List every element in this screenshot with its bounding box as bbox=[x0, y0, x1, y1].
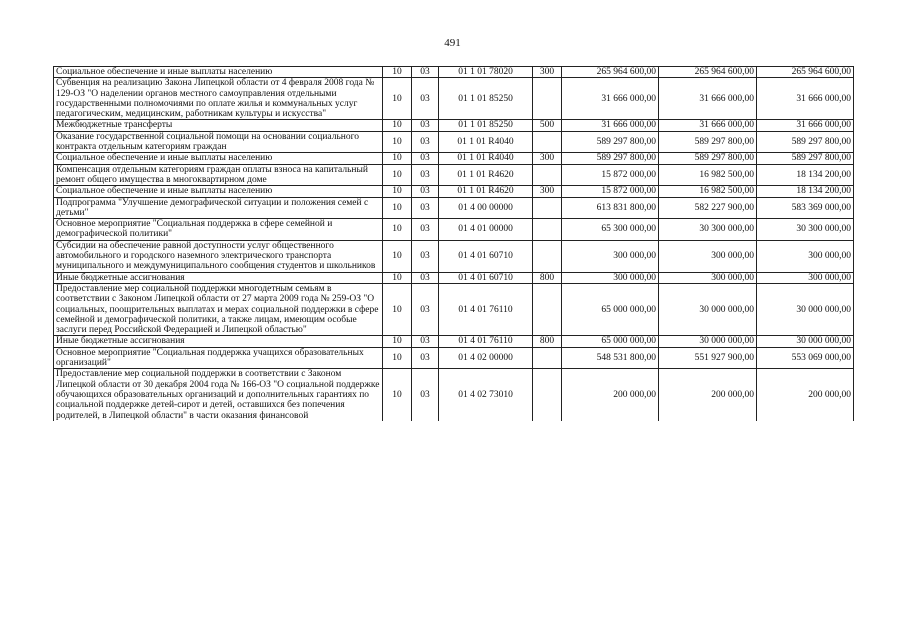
expense-type-cell bbox=[533, 369, 562, 421]
row-name-cell: Социальное обеспечение и иные выплаты населению bbox=[54, 67, 383, 78]
amount-year3-cell: 589 297 800,00 bbox=[757, 153, 854, 164]
amount-year3-cell: 31 666 000,00 bbox=[757, 78, 854, 120]
section-cell: 10 bbox=[383, 369, 412, 421]
target-code-cell: 01 1 01 85250 bbox=[439, 120, 533, 131]
amount-year1-cell: 589 297 800,00 bbox=[562, 131, 659, 153]
amount-year1-cell: 31 666 000,00 bbox=[562, 78, 659, 120]
amount-year1-cell: 589 297 800,00 bbox=[562, 153, 659, 164]
subsection-cell: 03 bbox=[412, 369, 439, 421]
expense-type-cell bbox=[533, 283, 562, 335]
row-name-cell: Предоставление мер социальной поддержки многодетным семьям в соответствии с Законом Липецкой области от 27 марта 2009 года № 259-ОЗ "О социальных, поощрительных выплатах и мерах социальной поддержки в сфере семейной и демографической политики, а также лицам, имеющим особые заслуги перед Российской Федерацией и Липецкой областью" bbox=[54, 283, 383, 335]
target-code-cell: 01 1 01 R4620 bbox=[439, 164, 533, 186]
expense-type-cell bbox=[533, 197, 562, 219]
table-row bbox=[54, 283, 854, 335]
section-cell: 10 bbox=[383, 336, 412, 347]
expense-type-cell: 300 bbox=[533, 67, 562, 78]
expense-type-cell bbox=[533, 78, 562, 120]
row-name-cell: Основное мероприятие "Социальная поддержка в сфере семейной и демографической политики" bbox=[54, 219, 383, 241]
subsection-cell: 03 bbox=[412, 336, 439, 347]
expense-type-cell bbox=[533, 240, 562, 272]
amount-year2-cell: 589 297 800,00 bbox=[659, 153, 757, 164]
amount-year3-cell: 200 000,00 bbox=[757, 369, 854, 421]
amount-year3-cell: 31 666 000,00 bbox=[757, 120, 854, 131]
amount-year1-cell: 65 000 000,00 bbox=[562, 283, 659, 335]
expense-type-cell bbox=[533, 219, 562, 241]
amount-year2-cell: 582 227 900,00 bbox=[659, 197, 757, 219]
table-body bbox=[54, 67, 854, 421]
budget-table bbox=[53, 66, 854, 421]
subsection-cell: 03 bbox=[412, 197, 439, 219]
section-cell: 10 bbox=[383, 240, 412, 272]
amount-year3-cell: 30 000 000,00 bbox=[757, 283, 854, 335]
amount-year3-cell: 589 297 800,00 bbox=[757, 131, 854, 153]
amount-year3-cell: 300 000,00 bbox=[757, 240, 854, 272]
amount-year3-cell: 300 000,00 bbox=[757, 272, 854, 283]
target-code-cell: 01 4 01 60710 bbox=[439, 240, 533, 272]
table-row bbox=[54, 336, 854, 347]
target-code-cell: 01 1 01 R4620 bbox=[439, 186, 533, 197]
subsection-cell: 03 bbox=[412, 120, 439, 131]
section-cell: 10 bbox=[383, 347, 412, 369]
expense-type-cell: 300 bbox=[533, 153, 562, 164]
amount-year2-cell: 30 300 000,00 bbox=[659, 219, 757, 241]
section-cell: 10 bbox=[383, 186, 412, 197]
table-row bbox=[54, 120, 854, 131]
amount-year2-cell: 265 964 600,00 bbox=[659, 67, 757, 78]
row-name-cell: Межбюджетные трансферты bbox=[54, 120, 383, 131]
table-row bbox=[54, 369, 854, 421]
row-name-cell: Социальное обеспечение и иные выплаты населению bbox=[54, 153, 383, 164]
amount-year2-cell: 300 000,00 bbox=[659, 240, 757, 272]
amount-year1-cell: 65 300 000,00 bbox=[562, 219, 659, 241]
row-name-cell: Иные бюджетные ассигнования bbox=[54, 272, 383, 283]
subsection-cell: 03 bbox=[412, 78, 439, 120]
page-number: 491 bbox=[444, 37, 461, 49]
amount-year3-cell: 265 964 600,00 bbox=[757, 67, 854, 78]
expense-type-cell bbox=[533, 164, 562, 186]
subsection-cell: 03 bbox=[412, 240, 439, 272]
amount-year3-cell: 583 369 000,00 bbox=[757, 197, 854, 219]
amount-year3-cell: 30 300 000,00 bbox=[757, 219, 854, 241]
subsection-cell: 03 bbox=[412, 347, 439, 369]
table-row bbox=[54, 347, 854, 369]
amount-year2-cell: 300 000,00 bbox=[659, 272, 757, 283]
amount-year1-cell: 265 964 600,00 bbox=[562, 67, 659, 78]
section-cell: 10 bbox=[383, 153, 412, 164]
section-cell: 10 bbox=[383, 67, 412, 78]
amount-year2-cell: 16 982 500,00 bbox=[659, 186, 757, 197]
table-row bbox=[54, 67, 854, 78]
target-code-cell: 01 1 01 R4040 bbox=[439, 131, 533, 153]
target-code-cell: 01 4 01 76110 bbox=[439, 336, 533, 347]
target-code-cell: 01 1 01 R4040 bbox=[439, 153, 533, 164]
amount-year3-cell: 553 069 000,00 bbox=[757, 347, 854, 369]
table-row bbox=[54, 164, 854, 186]
amount-year1-cell: 300 000,00 bbox=[562, 240, 659, 272]
amount-year1-cell: 65 000 000,00 bbox=[562, 336, 659, 347]
table-row bbox=[54, 272, 854, 283]
row-name-cell: Оказание государственной социальной помощи на основании социального контракта отдельным категориям граждан bbox=[54, 131, 383, 153]
expense-type-cell bbox=[533, 347, 562, 369]
expense-type-cell: 800 bbox=[533, 272, 562, 283]
table-row bbox=[54, 186, 854, 197]
target-code-cell: 01 4 01 76110 bbox=[439, 283, 533, 335]
row-name-cell: Иные бюджетные ассигнования bbox=[54, 336, 383, 347]
amount-year2-cell: 31 666 000,00 bbox=[659, 120, 757, 131]
amount-year2-cell: 589 297 800,00 bbox=[659, 131, 757, 153]
subsection-cell: 03 bbox=[412, 164, 439, 186]
row-name-cell: Компенсация отдельным категориям граждан оплаты взноса на капитальный ремонт общего имущества в многоквартирном доме bbox=[54, 164, 383, 186]
row-name-cell: Основное мероприятие "Социальная поддержка учащихся образовательных организаций" bbox=[54, 347, 383, 369]
expense-type-cell bbox=[533, 131, 562, 153]
table-row bbox=[54, 131, 854, 153]
row-name-cell: Подпрограмма "Улучшение демографической ситуации и положения семей с детьми" bbox=[54, 197, 383, 219]
section-cell: 10 bbox=[383, 283, 412, 335]
section-cell: 10 bbox=[383, 197, 412, 219]
row-name-cell: Предоставление мер социальной поддержки в соответствии с Законом Липецкой области от 30 декабря 2004 года № 166-ОЗ "О социальной поддержке обучающихся образовательных организаций и дополнительных гарантиях по социальной поддержке детей-сирот и детей, оставшихся без попечения родителей, в Липецкой области" в части оказания финансовой bbox=[54, 369, 383, 421]
table-row bbox=[54, 197, 854, 219]
table-row bbox=[54, 78, 854, 120]
target-code-cell: 01 4 02 00000 bbox=[439, 347, 533, 369]
amount-year3-cell: 18 134 200,00 bbox=[757, 186, 854, 197]
amount-year1-cell: 15 872 000,00 bbox=[562, 186, 659, 197]
amount-year1-cell: 200 000,00 bbox=[562, 369, 659, 421]
target-code-cell: 01 4 01 00000 bbox=[439, 219, 533, 241]
subsection-cell: 03 bbox=[412, 131, 439, 153]
target-code-cell: 01 1 01 85250 bbox=[439, 78, 533, 120]
target-code-cell: 01 4 01 60710 bbox=[439, 272, 533, 283]
expense-type-cell: 300 bbox=[533, 186, 562, 197]
amount-year2-cell: 31 666 000,00 bbox=[659, 78, 757, 120]
target-code-cell: 01 1 01 78020 bbox=[439, 67, 533, 78]
section-cell: 10 bbox=[383, 272, 412, 283]
amount-year2-cell: 30 000 000,00 bbox=[659, 336, 757, 347]
row-name-cell: Субвенция на реализацию Закона Липецкой области от 4 февраля 2008 года № 129-ОЗ "О наделении органов местного самоуправления отдельными государственными полномочиями по оплате жилья и коммунальных услуг педагогическим, медицинским, работникам культуры и искусства" bbox=[54, 78, 383, 120]
amount-year2-cell: 551 927 900,00 bbox=[659, 347, 757, 369]
amount-year2-cell: 16 982 500,00 bbox=[659, 164, 757, 186]
amount-year1-cell: 31 666 000,00 bbox=[562, 120, 659, 131]
expense-type-cell: 500 bbox=[533, 120, 562, 131]
amount-year3-cell: 18 134 200,00 bbox=[757, 164, 854, 186]
table-row bbox=[54, 153, 854, 164]
amount-year1-cell: 15 872 000,00 bbox=[562, 164, 659, 186]
row-name-cell: Субсидии на обеспечение равной доступности услуг общественного автомобильного и городского наземного электрического транспорта муниципального и междумуниципального сообщения студентов и школьников bbox=[54, 240, 383, 272]
subsection-cell: 03 bbox=[412, 219, 439, 241]
subsection-cell: 03 bbox=[412, 272, 439, 283]
section-cell: 10 bbox=[383, 219, 412, 241]
section-cell: 10 bbox=[383, 164, 412, 186]
subsection-cell: 03 bbox=[412, 153, 439, 164]
table-row bbox=[54, 240, 854, 272]
subsection-cell: 03 bbox=[412, 283, 439, 335]
subsection-cell: 03 bbox=[412, 186, 439, 197]
section-cell: 10 bbox=[383, 120, 412, 131]
section-cell: 10 bbox=[383, 78, 412, 120]
amount-year1-cell: 613 831 800,00 bbox=[562, 197, 659, 219]
amount-year1-cell: 300 000,00 bbox=[562, 272, 659, 283]
target-code-cell: 01 4 00 00000 bbox=[439, 197, 533, 219]
section-cell: 10 bbox=[383, 131, 412, 153]
target-code-cell: 01 4 02 73010 bbox=[439, 369, 533, 421]
amount-year3-cell: 30 000 000,00 bbox=[757, 336, 854, 347]
amount-year2-cell: 30 000 000,00 bbox=[659, 283, 757, 335]
amount-year2-cell: 200 000,00 bbox=[659, 369, 757, 421]
expense-type-cell: 800 bbox=[533, 336, 562, 347]
table-row bbox=[54, 219, 854, 241]
subsection-cell: 03 bbox=[412, 67, 439, 78]
amount-year1-cell: 548 531 800,00 bbox=[562, 347, 659, 369]
row-name-cell: Социальное обеспечение и иные выплаты населению bbox=[54, 186, 383, 197]
